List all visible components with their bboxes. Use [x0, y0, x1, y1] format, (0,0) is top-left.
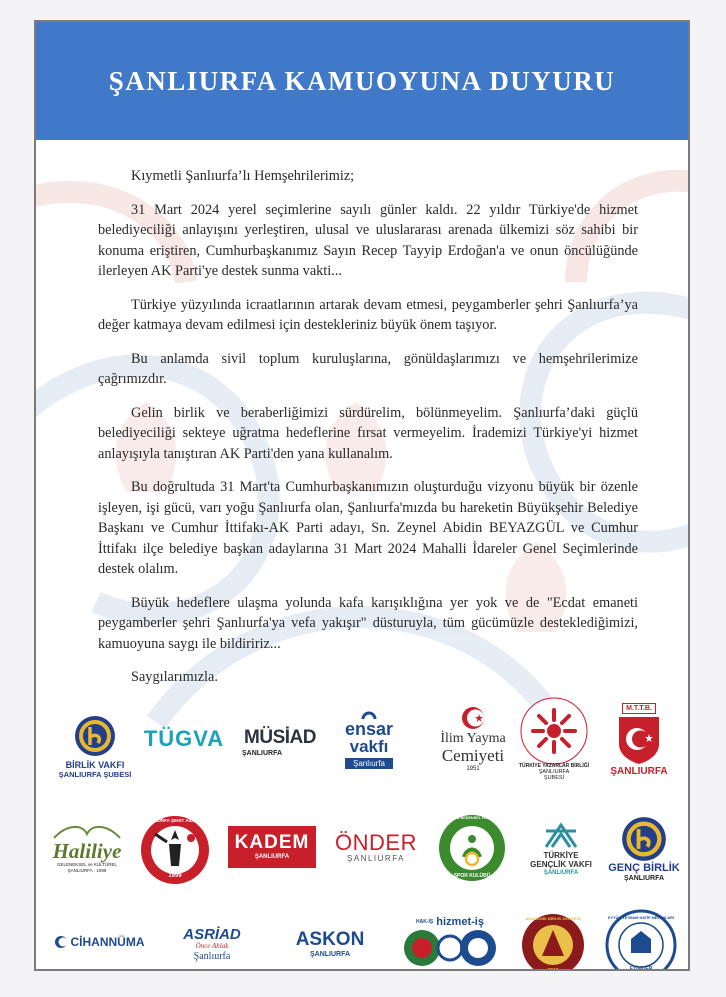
- logo-subtitle: ŞANLIURFA: [623, 874, 665, 882]
- logo-name-line2: GENÇLİK VAKFI: [530, 859, 592, 869]
- cihannuma-mark-icon: [54, 935, 68, 949]
- logo-ring-text: AKADEMİK BİRLİK DERNEĞİ: [525, 916, 581, 921]
- logo-name-line2: vakfı: [349, 737, 389, 756]
- logo-subtitle: ŞANLIURFA: [347, 853, 405, 863]
- logo-name: KADEM: [234, 831, 310, 853]
- logo-mttb: [602, 694, 676, 786]
- logo-cihannuma: [48, 930, 150, 954]
- logo-subtitle: Şanlıurfa: [193, 950, 231, 962]
- logo-subtitle-2: ŞUBESİ: [543, 774, 565, 781]
- supporter-logos: [36, 672, 688, 969]
- mttb-shield-icon: [616, 714, 662, 766]
- genclik-vakfi-emblem-icon: [542, 821, 580, 851]
- logo-subtitle: ŞANLIURFA: [254, 853, 290, 860]
- letter-body: [98, 166, 638, 701]
- logo-sehit-aileleri: [136, 810, 214, 890]
- logo-subtitle: ŞANLIURFA: [610, 766, 668, 777]
- genc-birlik-emblem-icon: [621, 816, 667, 862]
- header-banner: [36, 22, 688, 140]
- logo-ensar-vakfi: [332, 700, 406, 778]
- logo-subtitle: Şanlıurfa: [345, 758, 393, 769]
- logo-year: 1999: [168, 873, 182, 879]
- logo-name: ensar: [344, 719, 394, 739]
- paragraph: Gelin birlik ve beraberliğimizi sürdürelim, bölünmeyelim. Şanlıurfa’daki güçlü belediyeciliği sekteye uğratma hedeflerine fırsat vermeyelim. İrademizi Türkiye'yi hizmet anlayışıyla tanıştıran AK Parti'den yana kullanalım.: [98, 404, 638, 462]
- logo-ring-text: TÜRKİYE YAZARLAR BİRLİĞİ: [518, 762, 589, 769]
- yazarlar-sun-emblem-icon: [519, 696, 589, 766]
- logo-askon: [286, 924, 374, 964]
- paragraph: 31 Mart 2024 yerel seçimlerine sayılı günler kaldı. 22 yıldır Türkiye'de hizmet belediyeciliği anlayışını yerleştiren, ulusal ve uluslararası arenada ülkemizi söz sahibi bir konuma eriştiren, Cumhurbaşkanımız Sayın Recep Tayyip Erdoğan'a ve onun öncülüğünde ilerleyen AK Parti'ye destek sunma vakti...: [98, 201, 638, 279]
- logo-abbr: M.T.T.B.: [622, 703, 656, 714]
- logo-haliliye: [46, 812, 128, 886]
- logo-subtitle: ŞANLIURFA: [242, 749, 283, 757]
- logo-abbr: EYİMDER: [629, 966, 653, 971]
- logo-name: hizmet-iş: [436, 916, 484, 928]
- paragraph: Büyük hedeflere ulaşma yolunda kafa karışıklığına yer yok ve de "Ecdat emaneti peygamberler şehri Şanlıurfa'ya vefa yakışır" düsturuyla, tüm gücümüzle desteklediğimizi, kamuoyuna saygı ile bildiririz...: [98, 594, 638, 652]
- paragraph: Türkiye yüzyılında icraatlarının artarak devam etmesi, peygamberler şehri Şanlıurfa’ya değer katmaya devam edilmesi için destekleriniz büyük önem taşıyor.: [98, 296, 638, 333]
- logo-name: MÜSİAD: [244, 726, 316, 748]
- logo-subtitle: ŞANLIURFA: [309, 950, 351, 958]
- logo-name-line2: Cemiyeti: [441, 745, 505, 765]
- logo-founded: ŞANLIURFA · 1999: [67, 868, 107, 873]
- paragraph: Bu doğrultuda 31 Mart'ta Cumhurbaşkanımızın oluşturduğu vizyonu büyük bir özenle işleyen, işi gücü, varı yoğu Şanlıurfa olan, Şanlıurfa'mızda bu hareketin Büyükşehir Belediye Başkanı ve Cumhur İttifakı-AK Parti adayı, Sn. Zeynel Abidin BEYAZGÜL ve Cumhur İttifakı ilçe belediye başkan adaylarına 31 Mart 2024 Mahalli İdareler Genel Seçimlerinde destek olalım.: [98, 479, 638, 577]
- logo-name: ÖNDER: [335, 829, 417, 855]
- logo-onder: [330, 828, 422, 866]
- logo-year: 2019: [547, 968, 559, 971]
- logo-asriad: [156, 924, 268, 964]
- logo-tagline: Önce Ahlak: [195, 941, 229, 950]
- logo-subtitle: SPOR KULÜBÜ: [453, 873, 491, 879]
- logo-ring-text: ŞANLIURFA ŞEHİT AİLELERİ: [144, 818, 206, 823]
- logo-spor-kulubu: [434, 810, 510, 886]
- logo-name: ASRİAD: [183, 925, 241, 943]
- logo-ring-text: EYYÜBİYE İMAM HATİP MEZUNLARI: [608, 916, 674, 920]
- announcement-page: [34, 20, 690, 971]
- logo-name: Haliliye: [52, 839, 122, 863]
- logo-ilim-yayma-cemiyeti: [428, 694, 518, 784]
- ornament-icon: [52, 824, 122, 840]
- logo-eyimder: [604, 908, 678, 971]
- logo-hizmet-is: [400, 916, 500, 968]
- logo-akademik-birlik-dernegi: [518, 910, 588, 971]
- logo-kadem: [228, 826, 316, 868]
- page-title: ŞANLIURFA KAMUOYUNA DUYURU: [108, 65, 616, 96]
- logo-subtitle: ŞANLIURFA: [538, 768, 570, 775]
- salutation: Kıymetli Şanlıurfa’lı Hemşehrilerimiz;: [131, 168, 355, 184]
- logo-tagline: GELENEKSEL ve KÜLTÜREL: [56, 862, 118, 867]
- logo-name: ASKON: [295, 928, 365, 950]
- logo-year: 1951: [466, 765, 480, 772]
- logo-turkiye-yazarlar-birligi: [516, 688, 592, 788]
- logo-name: TÜGVA: [143, 726, 225, 751]
- union-seals-icon: [402, 928, 498, 968]
- logo-musiad: [234, 722, 326, 762]
- crescent-star-icon: [460, 705, 486, 731]
- logo-turkiye-genclik-vakfi: [520, 812, 602, 886]
- logo-birlik-vakfi: [50, 702, 140, 792]
- logo-tugva: [136, 722, 232, 756]
- paragraph: Bu anlamda sivil toplum kuruluşlarına, gönüldaşlarımızı ve hemşehrilerimize çağrımızdır.: [98, 350, 638, 387]
- logo-name: İlim Yayma: [440, 730, 506, 746]
- logo-subtitle: ŞANLIURFA ŞUBESİ: [58, 770, 132, 779]
- logo-name: CİHANNÜMA: [70, 935, 145, 949]
- logo-name: TÜRKİYE: [543, 850, 579, 860]
- closing: Saygılarımızla.: [131, 669, 218, 685]
- logo-genc-birlik: [608, 812, 680, 886]
- logo-top: HAK-İŞ: [416, 918, 434, 925]
- logo-name: GENÇ BİRLİK: [608, 861, 680, 874]
- logo-ring-text: ŞANLIURFA BEDENSEL ENGELLİLER: [437, 816, 507, 820]
- logo-subtitle: ŞANLIURFA: [543, 869, 579, 876]
- logo-name: BİRLİK VAKFI: [65, 760, 125, 770]
- birlik-emblem-icon: [74, 715, 116, 757]
